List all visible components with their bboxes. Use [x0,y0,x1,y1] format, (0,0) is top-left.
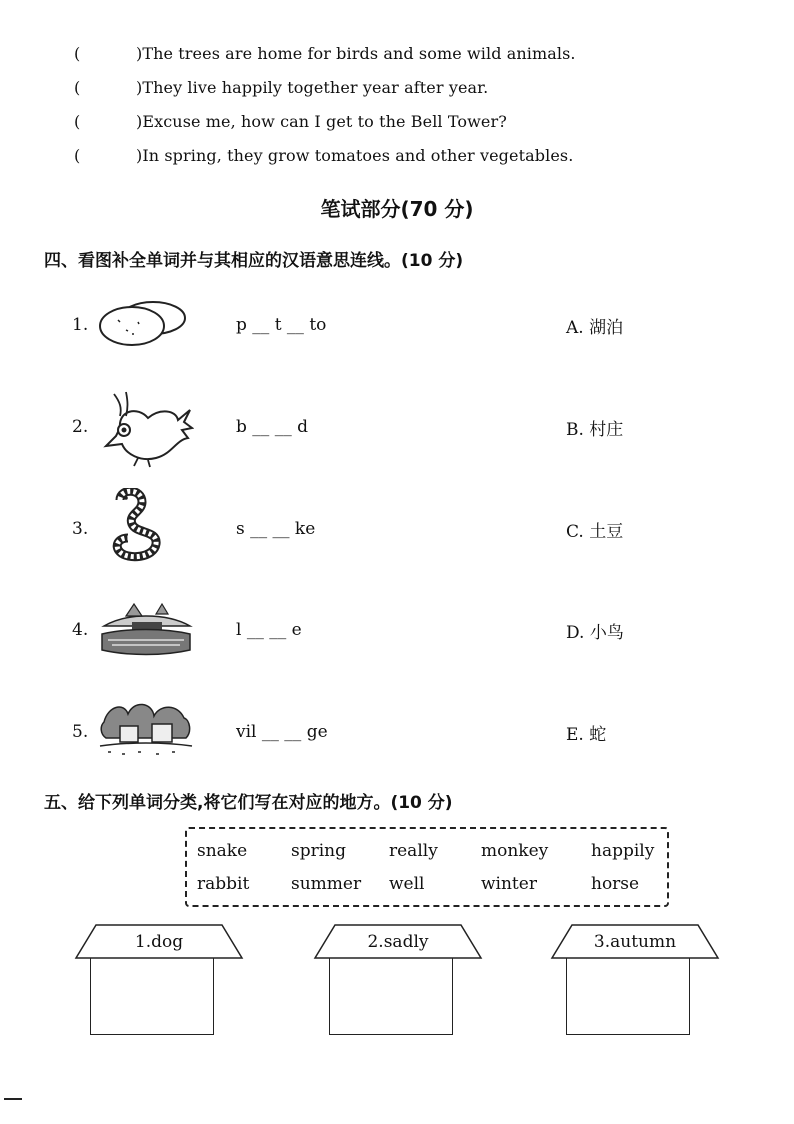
incomplete-word: b __ __ d [236,417,308,437]
listen-line-1 [74,44,576,63]
match-item-3 [0,488,794,568]
word-bank-box [185,827,669,907]
written-part-title: 笔试部分(70 分) [320,197,474,221]
village-icon [98,692,194,772]
category-house-2 [313,924,483,1036]
incomplete-word: l __ __ e [236,620,302,640]
house-label: 1.dog [134,932,184,952]
listen-sentence: In spring, they grow tomatoes and other vegetables. [142,146,574,165]
item-number: 3. [72,519,89,539]
answer-area[interactable] [566,958,690,1035]
answer-blank-close: ) [136,112,143,131]
answer-area[interactable] [329,958,453,1035]
answer-blank-close: ) [136,146,143,165]
item-number: 4. [72,620,89,640]
potato-icon [98,288,194,368]
answer-blank-open: ( [74,44,81,63]
listen-sentence: Excuse me, how can I get to the Bell Tower? [142,112,507,131]
word-bank-word: happily [591,841,655,861]
listen-sentence: They live happily together year after year. [142,78,489,97]
word-bank-word: monkey [481,841,549,861]
chinese-meaning: C. 土豆 [566,522,624,542]
answer-area[interactable] [90,958,214,1035]
answer-blank-open: ( [74,78,81,97]
answer-blank-open: ( [74,146,81,165]
answer-blank-close: ) [136,44,143,63]
category-house-1 [74,924,244,1036]
match-item-5 [0,692,794,772]
word-bank-word: rabbit [197,874,250,894]
listen-line-4 [74,146,573,165]
listen-sentence: The trees are home for birds and some wild animals. [142,44,576,63]
word-bank-word: winter [481,874,537,894]
word-bank-word: summer [291,874,362,894]
house-label: 2.sadly [367,932,429,952]
section4-heading: 四、看图补全单词并与其相应的汉语意思连线。(10 分) [44,251,464,271]
match-item-4 [0,590,794,670]
word-bank-word: well [389,874,425,894]
word-bank-word: snake [197,841,248,861]
chinese-meaning: D. 小鸟 [566,623,624,643]
word-bank-word: really [389,841,438,861]
snake-icon [98,488,194,568]
chinese-meaning: B. 村庄 [566,420,624,440]
incomplete-word: p __ t __ to [236,315,327,335]
word-bank-word: horse [591,874,640,894]
page-edge-mark [4,1098,22,1100]
listen-line-2 [74,78,488,97]
item-number: 2. [72,417,89,437]
answer-blank-close: ) [136,78,143,97]
answer-blank-open: ( [74,112,81,131]
item-number: 5. [72,722,89,742]
bird-icon [98,388,194,468]
match-item-2 [0,388,794,468]
incomplete-word: vil __ __ ge [236,722,328,742]
listen-line-3 [74,112,507,131]
house-label: 3.autumn [593,932,677,952]
section5-heading: 五、给下列单词分类,将它们写在对应的地方。(10 分) [44,793,453,813]
chinese-meaning: A. 湖泊 [566,318,624,338]
word-bank-word: spring [291,841,347,861]
lake-icon [98,590,194,670]
chinese-meaning: E. 蛇 [566,725,607,745]
category-house-3 [550,924,720,1036]
match-item-1 [0,288,794,368]
item-number: 1. [72,315,89,335]
incomplete-word: s __ __ ke [236,519,316,539]
